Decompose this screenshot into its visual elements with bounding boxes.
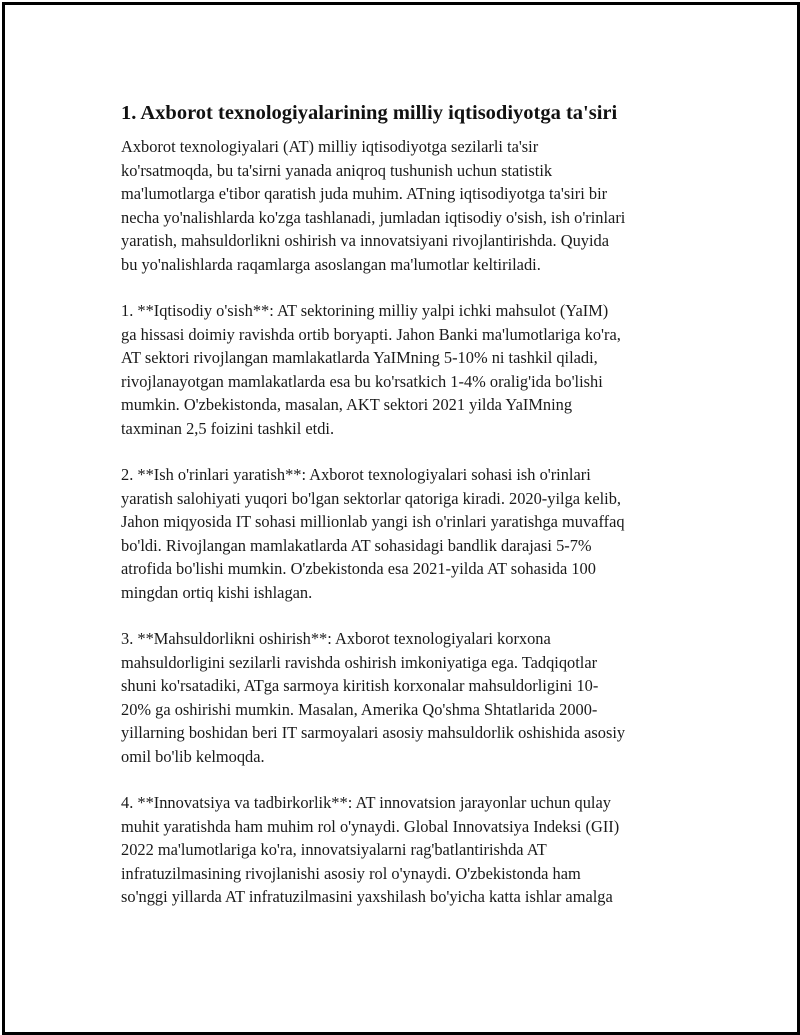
productivity-paragraph: 3. **Mahsuldorlikni oshirish**: Axborot texnologiyalari korxona mahsuldorligini sezilarli ravishda oshirish imkoniyatiga ega. Tadqiqotlar shuni ko'rsatadiki, ATga sarmoya kiritish korxonalar mahsuldorligini 10- 20% ga oshirishi mumkin. Masalan, Amerika Qo'shma Shtatlarida 2000- yillarning boshidan beri IT sarmoyalari asosiy mahsuldorlik oshishida asosiy omil bo'lib kelmoqda. bbox=[121, 629, 626, 766]
page-frame bbox=[2, 2, 800, 1035]
economic-growth-paragraph: 1. **Iqtisodiy o'sish**: AT sektorining milliy yalpi ichki mahsulot (YaIM) ga hissasi doimiy ravishda ortib boryapti. Jahon Banki ma'lumotlariga ko'ra, AT sektori rivojlangan mamlakatlarda YaIMning 5-10% ni tashkil qiladi, rivojlanayotgan mamlakatlarda esa bu ko'rsatkich 1-4% oralig'ida bo'lishi mumkin. O'zbekistonda, masalan, AKT sektori 2021 yilda YaIMning taxminan 2,5 foizini tashkil etdi. bbox=[121, 301, 621, 438]
job-creation-paragraph: 2. **Ish o'rinlari yaratish**: Axborot texnologiyalari sohasi ish o'rinlari yaratish salohiyati yuqori bo'lgan sektorlar qatoriga kiradi. 2020-yilga kelib, Jahon miqyosida IT sohasi millionlab yangi ish o'rinlari yaratishga muvaffaq bo'ldi. Rivojlangan mamlakatlarda AT sohasidagi bandlik darajasi 5-7% atrofida bo'lishi mumkin. O'zbekistonda esa 2021-yilda AT sohasida 100 mingdan ortiq kishi ishlagan. bbox=[121, 465, 625, 602]
innovation-paragraph: 4. **Innovatsiya va tadbirkorlik**: AT innovatsion jarayonlar uchun qulay muhit yaratishda ham muhim rol o'ynaydi. Global Innovatsiya Indeksi (GII) 2022 ma'lumotlariga ko'ra, innovatsiyalarni rag'batlantirishda AT infratuzilmasining rivojlanishi asosiy rol o'ynaydi. O'zbekistonda ham so'nggi yillarda AT infratuzilmasini yaxshilash bo'yicha katta ishlar amalga bbox=[121, 793, 620, 906]
section-title: 1. Axborot texnologiyalarining milliy iqtisodiyotga ta'siri bbox=[121, 102, 618, 124]
intro-paragraph: Axborot texnologiyalari (AT) milliy iqtisodiyotga sezilarli ta'sir ko'rsatmoqda, bu ta'sirni yanada aniqroq tushunish uchun statistik ma'lumotlarga e'tibor qaratish juda muhim. ATning iqtisodiyotga ta'siri bir necha yo'nalishlarda ko'zga tashlanadi, jumladan iqtisodiy o'sish, ish o'rinlari yaratish, mahsuldorlikni oshirish va innovatsiyani rivojlantirishda. Quyida bu yo'nalishlarda raqamlarga asoslangan ma'lumotlar keltiriladi. bbox=[121, 137, 626, 274]
document-body bbox=[121, 99, 701, 932]
